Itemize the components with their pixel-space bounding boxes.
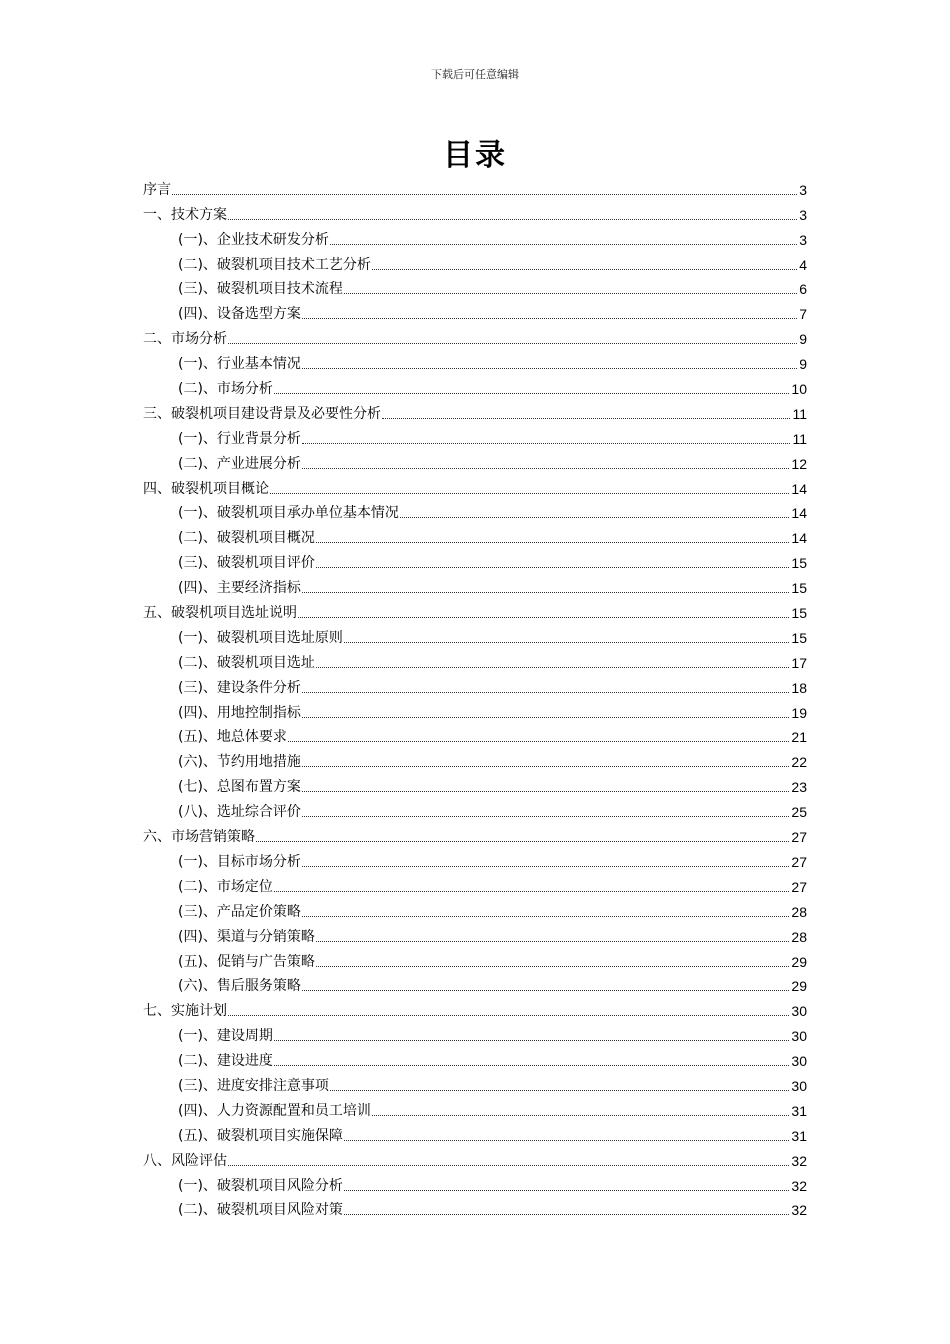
toc-entry-page-number: 17 (791, 654, 807, 671)
dot-leader (302, 468, 789, 469)
toc-section-entry[interactable] (143, 647, 807, 672)
toc-entry-page-number: 15 (791, 555, 807, 572)
dot-leader (270, 493, 789, 494)
toc-section-entry[interactable] (143, 1045, 807, 1070)
dot-leader (298, 617, 789, 618)
toc-entry-page-number: 32 (791, 1202, 807, 1219)
toc-entry-page-number: 27 (791, 829, 807, 846)
dot-leader (302, 816, 789, 817)
toc-section-entry[interactable] (143, 1120, 807, 1145)
toc-section-entry[interactable] (143, 971, 807, 996)
dot-leader (382, 418, 790, 419)
dot-leader (302, 318, 797, 319)
toc-entry-label: 二、市场分析 (143, 331, 227, 348)
toc-section-entry[interactable] (143, 1020, 807, 1045)
toc-entry-page-number: 15 (791, 629, 807, 646)
toc-entry-label: 三、破裂机项目建设背景及必要性分析 (143, 405, 381, 422)
toc-entry-label: 五、破裂机项目选址说明 (143, 605, 297, 622)
toc-entry-page-number: 27 (791, 853, 807, 870)
toc-entry-label: (五)、促销与广告策略 (178, 953, 315, 970)
toc-entry-label: (四)、用地控制指标 (178, 704, 301, 721)
dot-leader (274, 1040, 789, 1041)
toc-entry-page-number: 25 (791, 804, 807, 821)
toc-section-entry[interactable] (143, 373, 807, 398)
toc-section-entry[interactable] (143, 746, 807, 771)
dot-leader (274, 393, 789, 394)
toc-entry-label: (二)、建设进度 (178, 1053, 273, 1070)
dot-leader (302, 443, 791, 444)
toc-entry-page-number: 31 (791, 1102, 807, 1119)
dot-leader (302, 717, 789, 718)
dot-leader (330, 1090, 789, 1091)
header-note: 下载后可任意编辑 (431, 68, 519, 81)
dot-leader (228, 219, 797, 220)
toc-entry-label: (三)、破裂机项目评价 (178, 555, 315, 572)
toc-entry-page-number: 7 (799, 306, 807, 323)
toc-entry-label: 七、实施计划 (143, 1003, 227, 1020)
toc-chapter-entry[interactable] (143, 199, 807, 224)
toc-chapter-entry[interactable] (143, 821, 807, 846)
toc-entry-page-number: 11 (792, 430, 807, 447)
toc-entry-label: (一)、企业技术研发分析 (178, 231, 329, 248)
toc-section-entry[interactable] (143, 896, 807, 921)
toc-section-entry[interactable] (143, 871, 807, 896)
toc-entry-page-number: 30 (791, 1003, 807, 1020)
toc-section-entry[interactable] (143, 1170, 807, 1195)
toc-entry-page-number: 4 (799, 256, 807, 273)
toc-entry-label: (三)、破裂机项目技术流程 (178, 281, 343, 298)
dot-leader (228, 1165, 789, 1166)
dot-leader (302, 692, 789, 693)
dot-leader (316, 667, 789, 668)
toc-entry-page-number: 29 (791, 953, 807, 970)
dot-leader (344, 1190, 789, 1191)
dot-leader (302, 592, 789, 593)
toc-entry-label: (二)、市场定位 (178, 878, 273, 895)
toc-entry-page-number: 31 (791, 1127, 807, 1144)
toc-entry-label: (一)、破裂机项目承办单位基本情况 (178, 505, 399, 522)
dot-leader (316, 567, 789, 568)
table-of-contents (143, 174, 807, 1219)
toc-entry-page-number: 28 (791, 903, 807, 920)
toc-entry-page-number: 3 (799, 206, 807, 223)
toc-section-entry[interactable] (143, 249, 807, 274)
toc-entry-label: (三)、进度安排注意事项 (178, 1077, 329, 1094)
toc-entry-label: (二)、破裂机项目技术工艺分析 (178, 256, 371, 273)
toc-entry-page-number: 30 (791, 1077, 807, 1094)
toc-chapter-entry[interactable] (143, 1145, 807, 1170)
toc-chapter-entry[interactable] (143, 473, 807, 498)
toc-entry-page-number: 32 (791, 1177, 807, 1194)
toc-entry-label: (一)、目标市场分析 (178, 853, 301, 870)
toc-section-entry[interactable] (143, 771, 807, 796)
toc-entry-page-number: 32 (791, 1152, 807, 1169)
toc-section-entry[interactable] (143, 348, 807, 373)
toc-entry-label: 四、破裂机项目概论 (143, 480, 269, 497)
toc-entry-page-number: 14 (791, 530, 807, 547)
toc-entry-label: (七)、总图布置方案 (178, 779, 301, 796)
toc-entry-page-number: 21 (791, 729, 807, 746)
toc-section-entry[interactable] (143, 722, 807, 747)
toc-entry-label: (二)、破裂机项目选址 (178, 654, 315, 671)
dot-leader (372, 1115, 789, 1116)
toc-entry-page-number: 3 (799, 231, 807, 248)
dot-leader (302, 916, 789, 917)
toc-section-entry[interactable] (143, 672, 807, 697)
toc-entry-label: (五)、破裂机项目实施保障 (178, 1127, 343, 1144)
toc-section-entry[interactable] (143, 298, 807, 323)
toc-entry-label: (二)、市场分析 (178, 381, 273, 398)
toc-section-entry[interactable] (143, 274, 807, 299)
toc-entry-label: 一、技术方案 (143, 206, 227, 223)
toc-section-entry[interactable] (143, 547, 807, 572)
toc-entry-page-number: 30 (791, 1028, 807, 1045)
toc-chapter-entry[interactable] (143, 323, 807, 348)
toc-section-entry[interactable] (143, 448, 807, 473)
toc-entry-page-number: 29 (791, 978, 807, 995)
toc-entry-page-number: 9 (799, 356, 807, 373)
toc-entry-page-number: 14 (791, 505, 807, 522)
toc-entry-label: (三)、建设条件分析 (178, 679, 301, 696)
toc-entry-page-number: 22 (791, 754, 807, 771)
toc-entry-page-number: 15 (791, 580, 807, 597)
toc-entry-label: (四)、渠道与分销策略 (178, 928, 315, 945)
dot-leader (344, 1214, 789, 1215)
toc-entry-label: (一)、破裂机项目风险分析 (178, 1177, 343, 1194)
dot-leader (274, 891, 789, 892)
toc-entry-label: (二)、破裂机项目概况 (178, 530, 315, 547)
toc-entry-label: (一)、建设周期 (178, 1028, 273, 1045)
toc-chapter-entry[interactable] (143, 398, 807, 423)
toc-entry-label: 六、市场营销策略 (143, 829, 255, 846)
dot-leader (344, 642, 789, 643)
toc-section-entry[interactable] (143, 224, 807, 249)
dot-leader (344, 293, 797, 294)
dot-leader (274, 1065, 789, 1066)
dot-leader (228, 343, 797, 344)
toc-entry-label: (二)、破裂机项目风险对策 (178, 1202, 343, 1219)
toc-chapter-entry[interactable] (143, 995, 807, 1020)
toc-entry-page-number: 9 (799, 331, 807, 348)
toc-entry-page-number: 12 (791, 455, 807, 472)
toc-entry-label: (四)、人力资源配置和员工培训 (178, 1102, 371, 1119)
toc-entry-page-number: 18 (791, 679, 807, 696)
toc-section-entry[interactable] (143, 1195, 807, 1220)
page-title: 目录 (443, 138, 507, 173)
toc-entry-label: (六)、节约用地措施 (178, 754, 301, 771)
toc-section-entry[interactable] (143, 572, 807, 597)
dot-leader (400, 517, 789, 518)
toc-entry-page-number: 30 (791, 1053, 807, 1070)
toc-section-entry[interactable] (143, 423, 807, 448)
toc-entry-page-number: 23 (791, 779, 807, 796)
dot-leader (288, 741, 789, 742)
toc-section-entry[interactable] (143, 846, 807, 871)
dot-leader (302, 368, 797, 369)
dot-leader (372, 269, 797, 270)
toc-chapter-entry[interactable] (143, 174, 807, 199)
dot-leader (330, 244, 797, 245)
toc-entry-label: (五)、地总体要求 (178, 729, 287, 746)
dot-leader (302, 866, 789, 867)
toc-entry-page-number: 14 (791, 480, 807, 497)
dot-leader (344, 1140, 789, 1141)
toc-entry-label: (二)、产业进展分析 (178, 455, 301, 472)
toc-entry-page-number: 11 (792, 405, 807, 422)
toc-section-entry[interactable] (143, 921, 807, 946)
toc-section-entry[interactable] (143, 1070, 807, 1095)
toc-section-entry[interactable] (143, 1095, 807, 1120)
dot-leader (316, 542, 789, 543)
toc-chapter-entry[interactable] (143, 597, 807, 622)
toc-entry-page-number: 15 (791, 605, 807, 622)
toc-entry-label: (一)、行业背景分析 (178, 430, 301, 447)
dot-leader (316, 941, 789, 942)
toc-entry-label: (四)、主要经济指标 (178, 580, 301, 597)
toc-section-entry[interactable] (143, 498, 807, 523)
toc-entry-label: 序言 (143, 181, 171, 198)
toc-section-entry[interactable] (143, 697, 807, 722)
toc-entry-label: (四)、设备选型方案 (178, 306, 301, 323)
dot-leader (316, 966, 789, 967)
toc-entry-label: (六)、售后服务策略 (178, 978, 301, 995)
toc-entry-page-number: 10 (791, 381, 807, 398)
toc-entry-page-number: 3 (799, 181, 807, 198)
toc-entry-page-number: 28 (791, 928, 807, 945)
dot-leader (256, 841, 789, 842)
toc-section-entry[interactable] (143, 796, 807, 821)
toc-entry-page-number: 27 (791, 878, 807, 895)
toc-entry-page-number: 6 (799, 281, 807, 298)
toc-section-entry[interactable] (143, 522, 807, 547)
toc-entry-page-number: 19 (791, 704, 807, 721)
toc-entry-label: (八)、选址综合评价 (178, 804, 301, 821)
dot-leader (228, 1015, 789, 1016)
toc-section-entry[interactable] (143, 622, 807, 647)
toc-entry-label: 八、风险评估 (143, 1152, 227, 1169)
toc-section-entry[interactable] (143, 946, 807, 971)
toc-entry-label: (一)、破裂机项目选址原则 (178, 629, 343, 646)
dot-leader (172, 194, 797, 195)
dot-leader (302, 990, 789, 991)
dot-leader (302, 766, 789, 767)
toc-entry-label: (三)、产品定价策略 (178, 903, 301, 920)
dot-leader (302, 791, 789, 792)
toc-entry-label: (一)、行业基本情况 (178, 356, 301, 373)
